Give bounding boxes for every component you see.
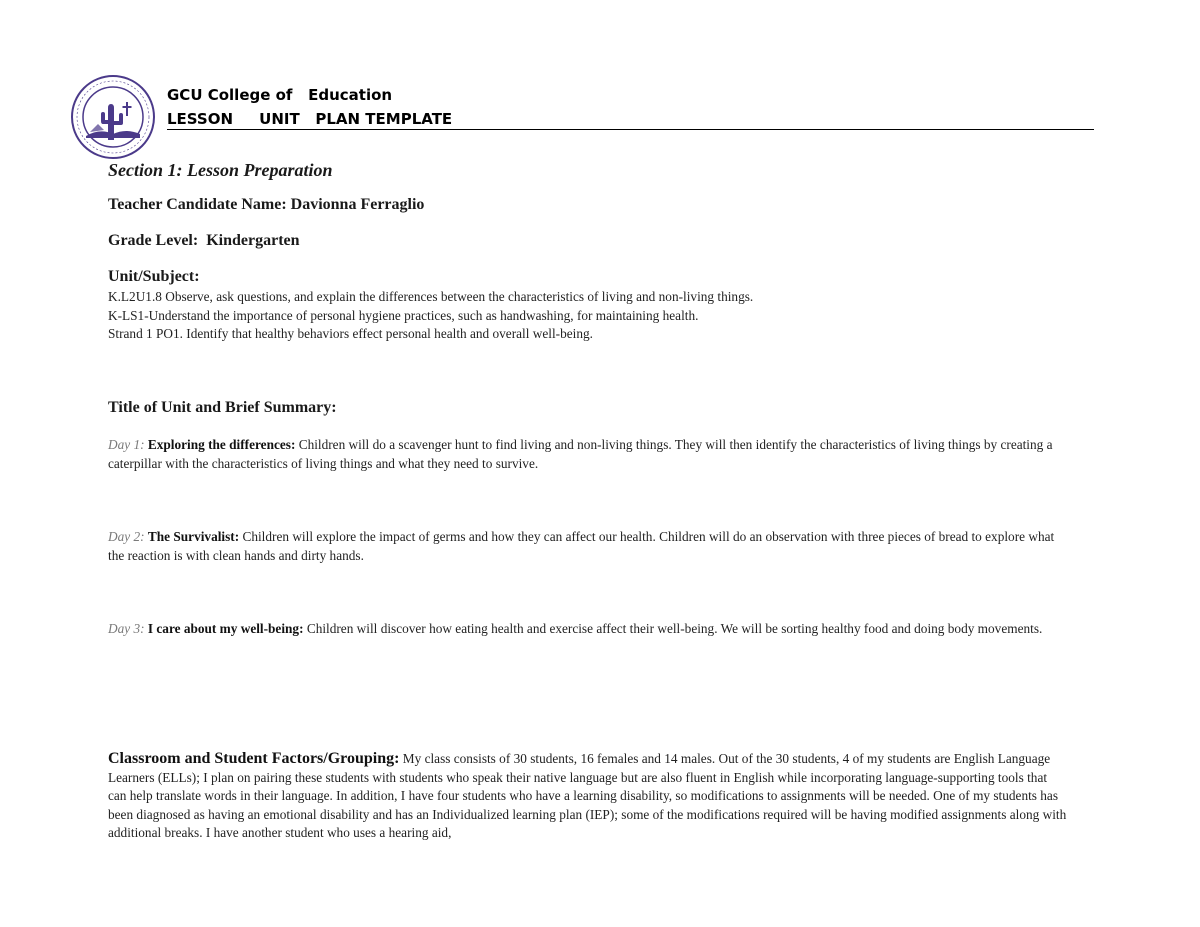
college-name: GCU College of Education xyxy=(167,86,393,104)
template-title: LESSON UNIT PLAN TEMPLATE xyxy=(167,110,1094,130)
summary-heading: Title of Unit and Brief Summary: xyxy=(108,399,337,416)
day-description: Children will discover how eating health and exercise affect their well-being. We will be sorting healthy food and doing body movements. xyxy=(306,621,1043,636)
day-description: Children will do a scavenger hunt to find living and non-living things. They will then identify the characteristics of living things by creating a caterpillar with the characteristics of living things and what they need to survive. xyxy=(108,437,1053,471)
day-label: Day 1: xyxy=(108,437,145,452)
teacher-name-line xyxy=(108,196,424,214)
day-title: Exploring the differences: xyxy=(147,437,296,452)
day-1-entry xyxy=(108,436,1068,473)
standards-list xyxy=(108,288,1068,344)
standard-item: K-LS1-Understand the importance of personal hygiene practices, such as handwashing, for maintaining health. xyxy=(108,307,699,323)
factors-heading: Classroom and Student Factors/Grouping: xyxy=(108,750,400,767)
grade-level-label: Grade Level: xyxy=(108,232,199,249)
university-seal-logo xyxy=(70,74,156,160)
grade-level-line xyxy=(108,232,300,250)
teacher-name-label: Teacher Candidate Name: xyxy=(108,196,287,213)
factors-text: My class consists of 30 students, 16 females and 14 males. Out of the 30 students, 4 of my students are English Language Learners (ELLs); I plan on pairing these students with students who speak their native language but are also fluent in English while incorporating language-supporting tools that can help translate words in their language. In addition, I have four students who have a learning disability, so modifications to assignments will be needed. One of my students has been diagnosed as having an emotional disability and has an Individualized learning plan (IEP); some of the modifications required will be having modified assignments along with additional breaks. I have another student who uses a hearing aid, xyxy=(108,751,1067,840)
standard-item: K.L2U1.8 Observe, ask questions, and explain the differences between the characteristics of living and non-living things. xyxy=(108,289,754,304)
day-title: I care about my well-being: xyxy=(147,621,304,636)
teacher-name-value: Davionna Ferraglio xyxy=(290,196,425,213)
day-label: Day 2: xyxy=(108,529,145,544)
section-title: Section 1: Lesson Preparation xyxy=(108,160,333,180)
day-3-entry xyxy=(108,620,1068,639)
standard-item: Strand 1 PO1. Identify that healthy behaviors effect personal health and overall well-being. xyxy=(108,326,593,341)
day-2-entry xyxy=(108,528,1068,565)
classroom-factors xyxy=(108,750,1068,843)
unit-subject-label: Unit/Subject: xyxy=(108,268,200,285)
day-label: Day 3: xyxy=(108,621,145,636)
grade-level-value: Kindergarten xyxy=(206,232,300,249)
day-title: The Survivalist: xyxy=(147,529,240,544)
day-description: Children will explore the impact of germs and how they can affect our health. Children will do an observation with three pieces of bread to explore what the reaction is with clean hands and dirty hands. xyxy=(108,529,1055,563)
